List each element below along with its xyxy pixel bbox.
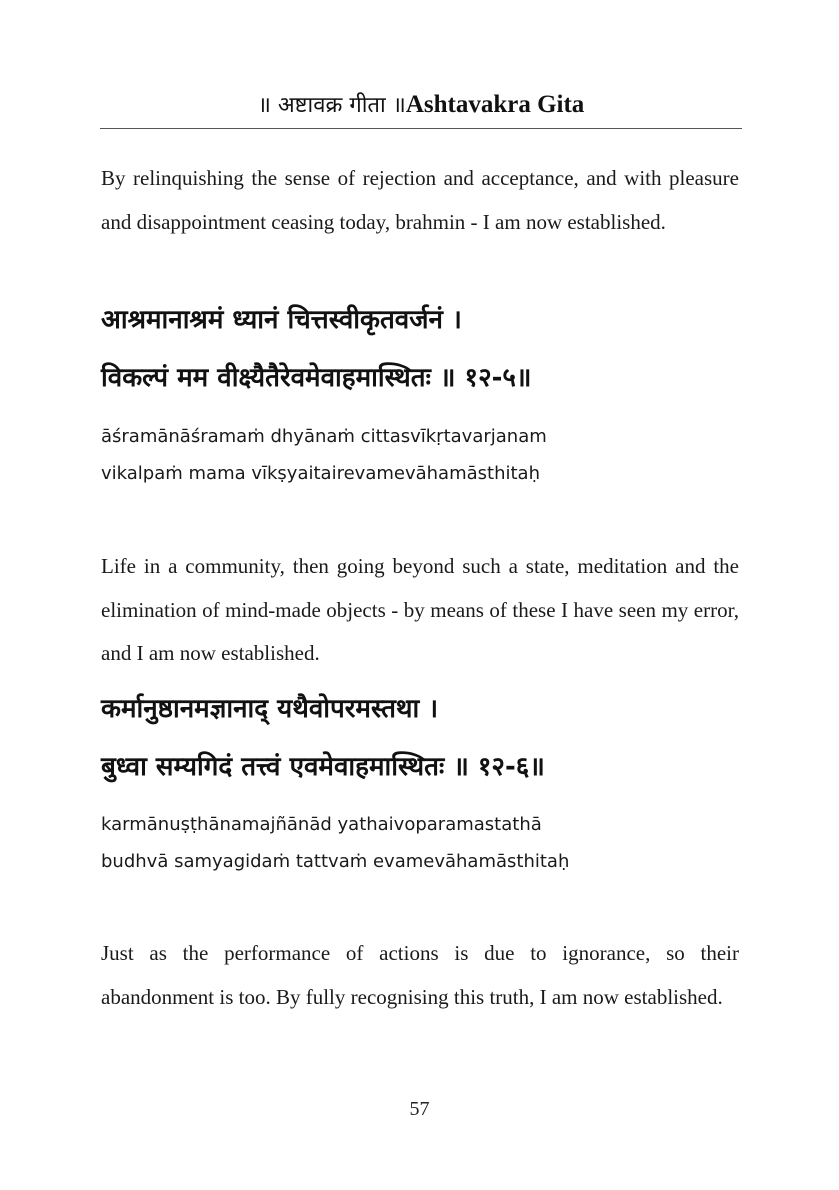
header-sanskrit-title: ॥ अष्टावक्र गीता ॥ (257, 93, 406, 118)
page-number: 57 (409, 1098, 430, 1120)
running-header (100, 82, 742, 129)
verse-12-6-devanagari (101, 680, 761, 796)
header-title (258, 82, 585, 129)
header-english-title: Ashtavakra Gita (405, 91, 585, 118)
transliteration-line: vikalpaṁ mama vīkṣyaitairevamevāhamāsthitaḥ (101, 463, 540, 484)
verse-12-5-transliteration (101, 418, 741, 492)
translation-paragraph-3: Just as the performance of actions is due to ignorance, so their abandonment is too. By fully recognising this truth, I am now established. (101, 941, 739, 1009)
transliteration-line: karmānuṣṭhānamajñānād yathaivoparamastathā (101, 814, 542, 835)
verse-line: विकल्पं मम वीक्ष्यैतैरेवमेवाहमास्थितः ॥ १२-५॥ (101, 363, 532, 393)
verse-line: बुध्वा सम्यगिदं तत्त्वं एवमेवाहमास्थितः ॥ १२-६॥ (101, 752, 545, 782)
transliteration-line: āśramānāśramaṁ dhyānaṁ cittasvīkṛtavarjanam (101, 426, 547, 447)
verse-line: कर्मानुष्ठानमज्ञानाद् यथैवोपरमस्तथा । (101, 694, 439, 724)
translation-paragraph-2: Life in a community, then going beyond such a state, meditation and the elimination of mind-made objects - by means of these I have seen my error, and I am now established. (101, 554, 739, 665)
verse-line: आश्रमानाश्रमं ध्यानं चित्तस्वीकृतवर्जनं । (101, 305, 462, 335)
translation-paragraph-1: By relinquishing the sense of rejection and acceptance, and with pleasure and disappointment ceasing today, brahmin - I am now established. (101, 166, 739, 234)
transliteration-line: budhvā samyagidaṁ tattvaṁ evamevāhamāsthitaḥ (101, 851, 570, 872)
verse-12-5-devanagari (101, 291, 761, 407)
verse-12-6-transliteration (101, 806, 741, 880)
